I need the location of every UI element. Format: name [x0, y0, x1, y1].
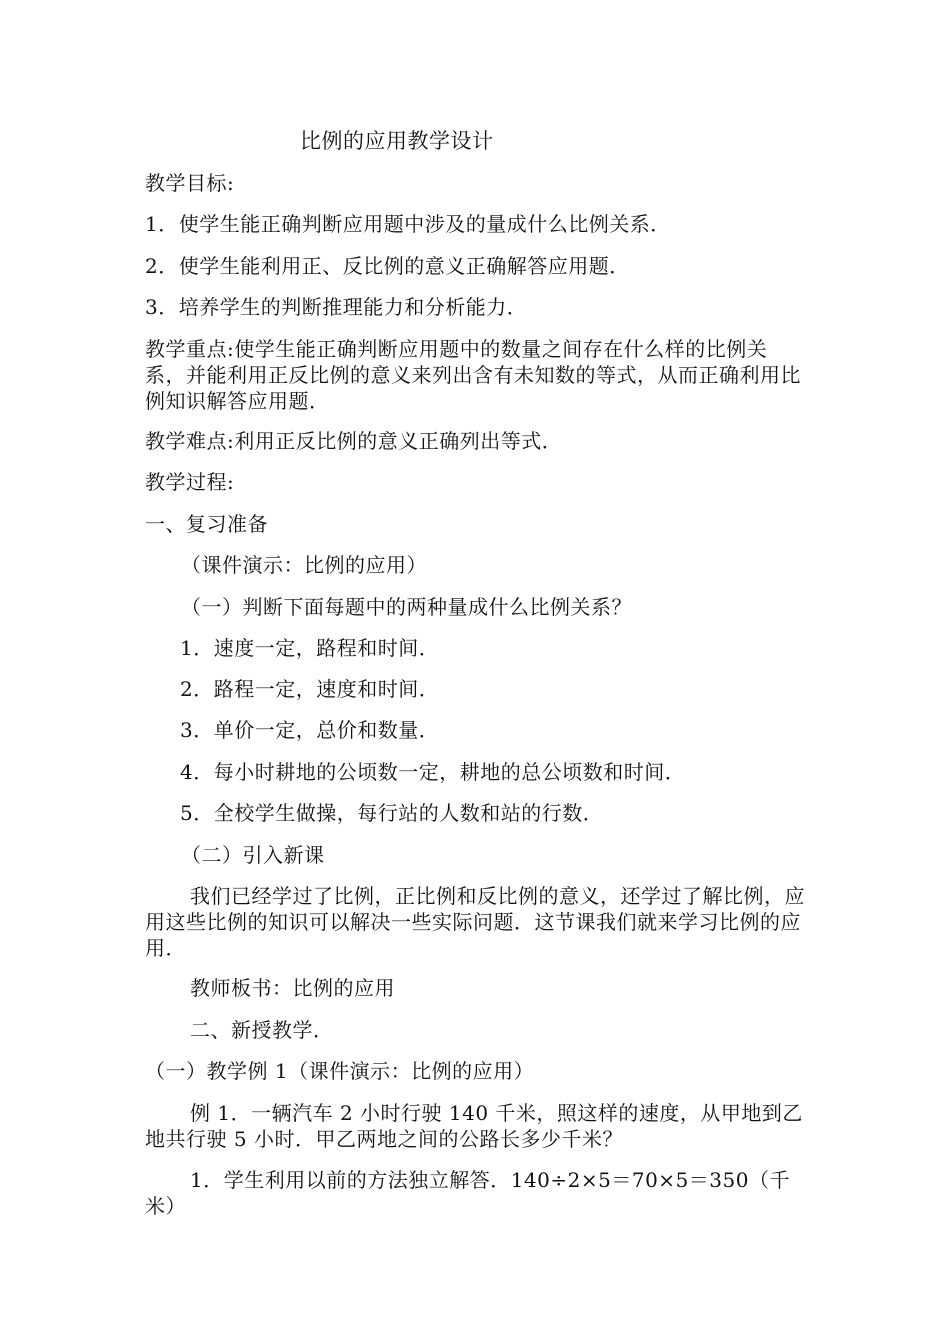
- objective-item: 2．使学生能利用正、反比例的意义正确解答应用题．: [145, 254, 630, 278]
- process-heading: 教学过程:: [145, 470, 235, 494]
- question-item: 5．全校学生做操，每行站的人数和站的行数．: [180, 801, 604, 825]
- question-item: 3．单价一定，总价和数量．: [180, 718, 440, 742]
- intro-paragraph: 我们已经学过了比例，正比例和反比例的意义，还学过了解比例，应用这些比例的知识可以解决一些实际问题．这节课我们就来学习比例的应用．: [145, 884, 805, 960]
- part-heading: （一）判断下面每题中的两种量成什么比例关系？: [181, 595, 632, 619]
- objective-item: 3．培养学生的判断推理能力和分析能力．: [145, 295, 528, 319]
- example-paragraph: 例 1．一辆汽车 2 小时行驶 140 千米，照这样的速度，从甲地到乙地共行驶 5 小时．甲乙两地之间的公路长多少千米？: [145, 1101, 803, 1151]
- key-point-paragraph: 教学重点:使学生能正确判断应用题中的数量之间存在什么样的比例关系，并能利用正反比例的意义来列出含有未知数的等式，从而正确利用比例知识解答应用题．: [145, 337, 801, 413]
- section-heading: 二、新授教学．: [190, 1018, 334, 1042]
- question-item: 2．路程一定，速度和时间．: [180, 677, 440, 701]
- page-title: 比例的应用教学设计: [300, 129, 494, 153]
- board-writing: 教师板书：比例的应用: [190, 976, 395, 1000]
- part-heading: （二）引入新课: [181, 843, 325, 867]
- section-heading: 一、复习准备: [145, 512, 268, 536]
- courseware-note: （课件演示：比例的应用）: [181, 553, 427, 577]
- question-item: 1．速度一定，路程和时间．: [180, 636, 440, 660]
- question-item: 4．每小时耕地的公顷数一定，耕地的总公顷数和时间．: [180, 760, 686, 784]
- objectives-heading: 教学目标:: [145, 171, 235, 195]
- objective-item: 1．使学生能正确判断应用题中涉及的量成什么比例关系．: [145, 212, 671, 236]
- solution-step: 1．学生利用以前的方法独立解答．140÷2×5＝70×5＝350（千米）: [145, 1168, 790, 1218]
- difficulty-paragraph: 教学难点:利用正反比例的意义正确列出等式．: [145, 429, 563, 453]
- example-heading: （一）教学例 1（课件演示：比例的应用）: [145, 1059, 535, 1083]
